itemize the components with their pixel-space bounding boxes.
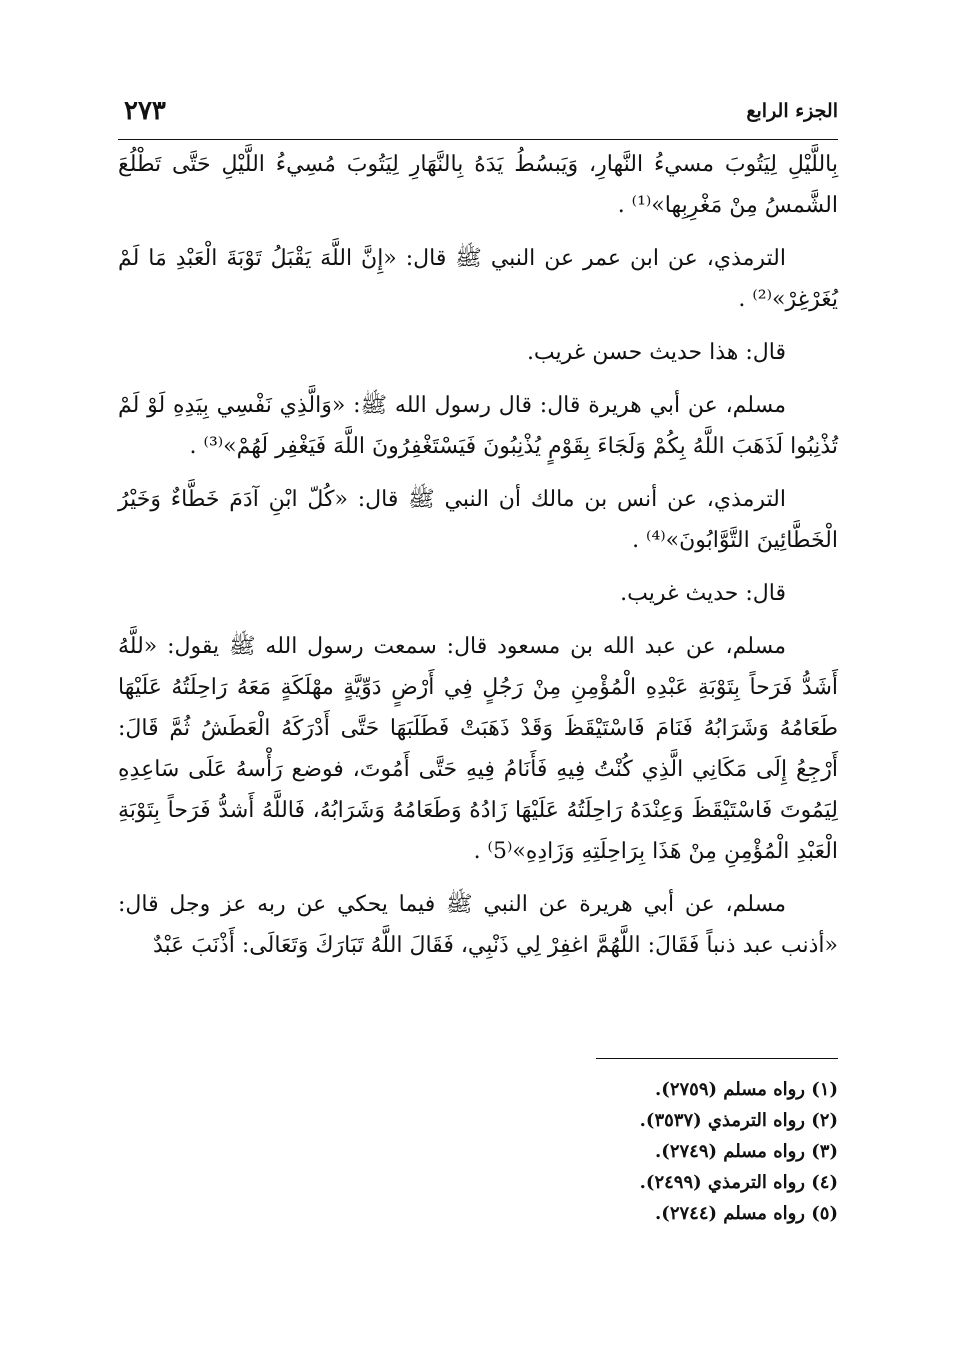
footnote: (٤) رواه الترمذي (٢٤٩٩). bbox=[639, 1172, 838, 1193]
main-text bbox=[118, 144, 838, 978]
paragraph-muslim-ibn-masud: مسلم، عن عبد الله بن مسعود قال: سمعت رسول الله ﷺ يقول: «للَّهُ أَشَدُّ فَرَحاً بِتَوْبَةِ عَبْدِهِ الْمُؤْمِنِ مِنْ رَجُلٍ فِي أَرْضٍ دَوِّيَّةٍ مهْلَكَةٍ مَعَهُ رَاحِلَتُهُ عَلَيْهَا طَعَامُهُ وَشَرَابُهُ فَنَامَ فَاسْتَيْقَظَ وَقَدْ ذَهَبَتْ فَطَلَبَهَا حَتَّى أَدْرَكَهُ الْعَطَشُ ثُمَّ قَالَ: أَرْجِعُ إِلَى مَكَانِي الَّذِي كُنْتُ فِيهِ فَأَنَامُ فِيهِ حَتَّى أَمُوتَ، فوضع رَأْسهُ عَلَى سَاعِدِهِ لِيَمُوتَ فَاسْتَيْقَظَ وَعِنْدَهُ رَاحِلَتُهُ عَلَيْهَا زَادُهُ وَطَعَامُهُ وَشَرَابُهُ، فَاللَّهُ أَشدُّ فَرَحاً بِتَوْبَةِ الْعَبْدِ الْمُؤْمِنِ مِنْ هَذَا بِرَاحِلَتِهِ وَزَادِهِ»⁽5⁾ . bbox=[118, 634, 838, 864]
running-head: الجزء الرابع bbox=[746, 100, 838, 122]
footnote: (٣) رواه مسلم (٢٧٤٩). bbox=[655, 1141, 838, 1162]
paragraph-muslim-abu-hurayra-1: مسلم، عن أبي هريرة قال: قال رسول الله ﷺ: «وَالَّذِي نَفْسِي بِيَدِهِ لَوْ لَمْ تُذْنِبُوا لَذَهَبَ اللَّهُ بِكُمْ وَلَجَاءَ بِقَوْمٍ يُذْنِبُونَ فَيَسْتَغْفِرُونَ اللَّهَ فَيَغْفِر لَهُمْ»⁽³⁾ . bbox=[118, 393, 838, 459]
header-rule bbox=[118, 139, 838, 140]
paragraph-tirmidhi-ibn-umar: الترمذي، عن ابن عمر عن النبي ﷺ قال: «إِنَّ اللَّهَ يَقْبَلُ تَوْبَةَ الْعَبْدِ مَا لَمْ يُغَرْغِرْ»⁽²⁾ . bbox=[118, 246, 838, 312]
footnotes bbox=[118, 1074, 838, 1229]
paragraph-grading-1: قال: هذا حديث حسن غريب. bbox=[526, 340, 786, 365]
footnote: (٥) رواه مسلم (٢٧٤٤). bbox=[655, 1203, 838, 1224]
paragraph-continuation: بِاللَّيْلِ لِيَتُوبَ مسيءُ النَّهارِ، وَيَبسُطُ يَدَهُ بِالنَّهَارِ لِيَتُوبَ مُسِيءُ اللَّيْلِ حَتَّى تَطْلُعَ الشَّمسُ مِنْ مَغْرِبِها»⁽¹⁾ . bbox=[118, 152, 838, 218]
page-header bbox=[118, 96, 838, 140]
footnote-rule bbox=[596, 1058, 838, 1059]
page-number: ٢٧٣ bbox=[124, 96, 166, 126]
paragraph-tirmidhi-anas: الترمذي، عن أنس بن مالك أن النبي ﷺ قال: «كُلّ ابْنِ آدَمَ خَطَّاءٌ وَخَيْرُ الْخَطَّائِينَ التَّوَّابُونَ»⁽⁴⁾ . bbox=[118, 487, 838, 553]
paragraph-grading-2: قال: حديث غريب. bbox=[620, 581, 786, 606]
paragraph-muslim-abu-hurayra-2: مسلم، عن أبي هريرة عن النبي ﷺ فيما يحكي عن ربه عز وجل قال: «أذنب عبد ذنباً فَقَالَ: اللَّهُمَّ اغفِرْ لِي ذَنْبِي، فَقَالَ اللَّهُ تَبَارَكَ وَتَعَالَى: أَذْنَبَ عَبْدٌ bbox=[118, 892, 838, 958]
footnote: (١) رواه مسلم (٢٧٥٩). bbox=[655, 1079, 838, 1100]
footnote: (٢) رواه الترمذي (٣٥٣٧). bbox=[639, 1110, 838, 1131]
